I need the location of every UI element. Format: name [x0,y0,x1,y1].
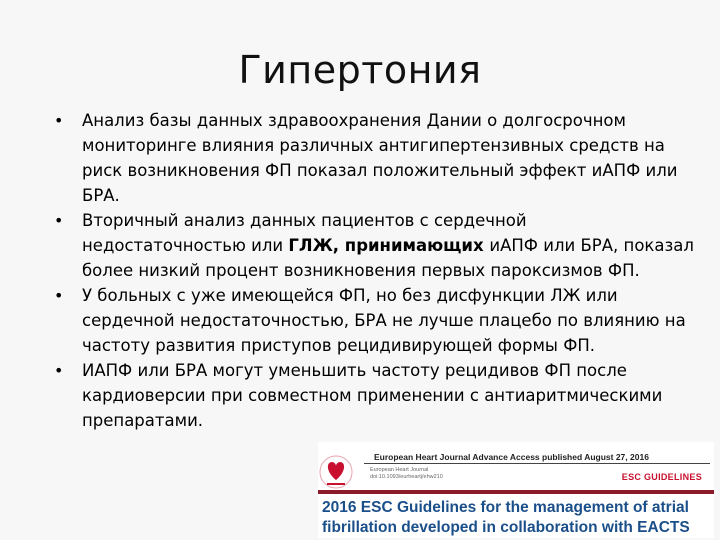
bullet-text: У больных с уже имеющейся ФП, но без дисфункции ЛЖ или сердечной недостаточностью, БРА не лучше плацебо по влиянию на частоту развития приступов рецидивирующей формы ФП. [82,286,686,355]
bullet-item [54,358,694,433]
esc-heart-logo-icon [318,450,354,494]
header-divider [364,463,710,464]
bullet-text: Анализ базы данных здравоохранения Дании о долгосрочном мониторинге влияния различных антигипертензивных средств на риск возникновения ФП показал положительный эффект иАПФ или БРА. [82,111,678,205]
journal-header: European Heart Journal Advance Access published August 27, 2016 [374,452,649,462]
esc-guidelines-label: ESC GUIDELINES [621,472,702,482]
bullet-item [54,108,694,208]
bullet-text: Вторичный анализ данных пациентов с сердечной недостаточностью или [82,211,527,255]
bullet-item [54,283,694,358]
journal-doi: European Heart Journal doi:10.1093/eurheartj/ehw210 [370,467,443,480]
bullet-list [54,108,694,433]
bullet-text: ИАПФ или БРА могут уменьшить частоту рецидивов ФП после кардиоверсии при совместном применении с антиаритмическими препаратами. [82,361,663,430]
bullet-marker: • [54,111,64,130]
paper-title-line-2: fibrillation developed in collaboration with EACTS [322,519,690,536]
bullet-marker: • [54,286,64,305]
paper-title [322,498,714,538]
bullet-marker: • [54,361,64,380]
paper-title-line-1: 2016 ESC Guidelines for the management of atrial [322,499,689,516]
banner-rule [318,490,714,494]
bullet-text-bold: ГЛЖ, принимающих [288,236,490,255]
bullet-marker: • [54,211,64,230]
bullet-item [54,208,694,283]
bullet-text: иАПФ или БРА, показал более низкий процент возникновения первых пароксизмов ФП. [82,236,694,280]
journal-banner-image [318,442,714,538]
slide-title: Гипертония [238,48,482,92]
